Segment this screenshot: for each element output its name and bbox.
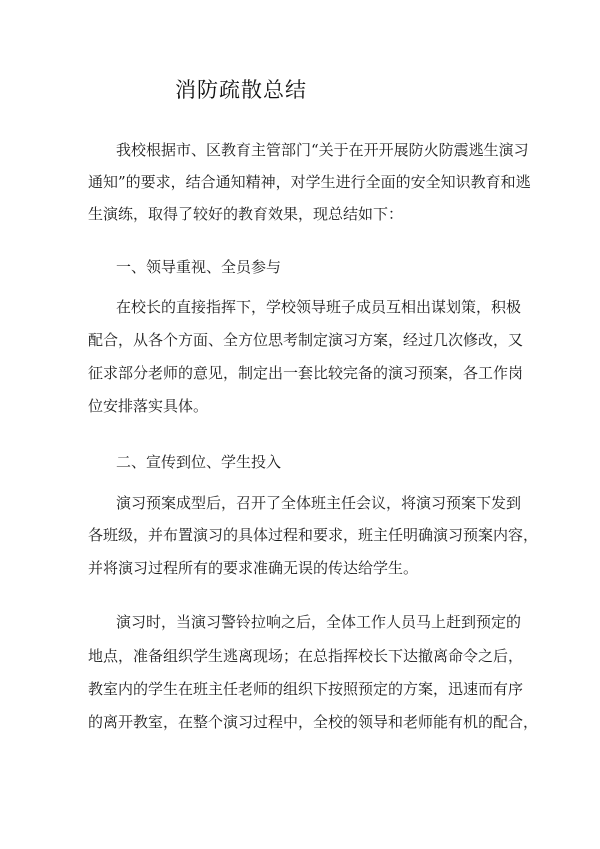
paragraph-line: 演习时，当演习警铃拉响之后，全体工作人员马上赶到预定的: [116, 613, 522, 631]
paragraph-line: 我校根据市、区教育主管部门“关于在开开展防火防震逃生演习: [116, 141, 529, 159]
paragraph-line: 征求部分老师的意见，制定出一套比较完备的演习预案，各工作岗: [88, 364, 524, 382]
paragraph-line: 配合，从各个方面、全方位思考制定演习方案，经过几次修改，又: [88, 331, 524, 349]
paragraph-line: 的离开教室，在整个演习过程中，全校的领导和老师能有机的配合，: [88, 713, 539, 731]
paragraph-line: 各班级，并布置演习的具体过程和要求，班主任明确演习预案内容，: [88, 526, 539, 544]
section-heading: 一、领导重视、全员参与: [116, 258, 282, 276]
paragraph-line: 地点，准备组织学生逃离现场；在总指挥校长下达撤离命令之后，: [88, 647, 524, 665]
paragraph-line: 位安排落实具体。: [88, 397, 209, 415]
paragraph-line: 生演练，取得了较好的教育效果，现总结如下：: [88, 205, 404, 223]
paragraph-line: 通知”的要求，结合通知精神，对学生进行全面的安全知识教育和逃: [88, 173, 531, 191]
paragraph-line: 并将演习过程所有的要求准确无误的传达给学生。: [88, 559, 419, 577]
paragraph-line: 教室内的学生在班主任老师的组织下按照预定的方案，迅速而有序: [88, 680, 524, 698]
paragraph-line: 演习预案成型后，召开了全体班主任会议，将演习预案下发到: [116, 494, 522, 512]
document-title: 消防疏散总结: [175, 78, 307, 102]
paragraph-line: 在校长的直接指挥下，学校领导班子成员互相出谋划策，积极: [116, 298, 522, 316]
section-heading: 二、宣传到位、学生投入: [116, 453, 282, 471]
